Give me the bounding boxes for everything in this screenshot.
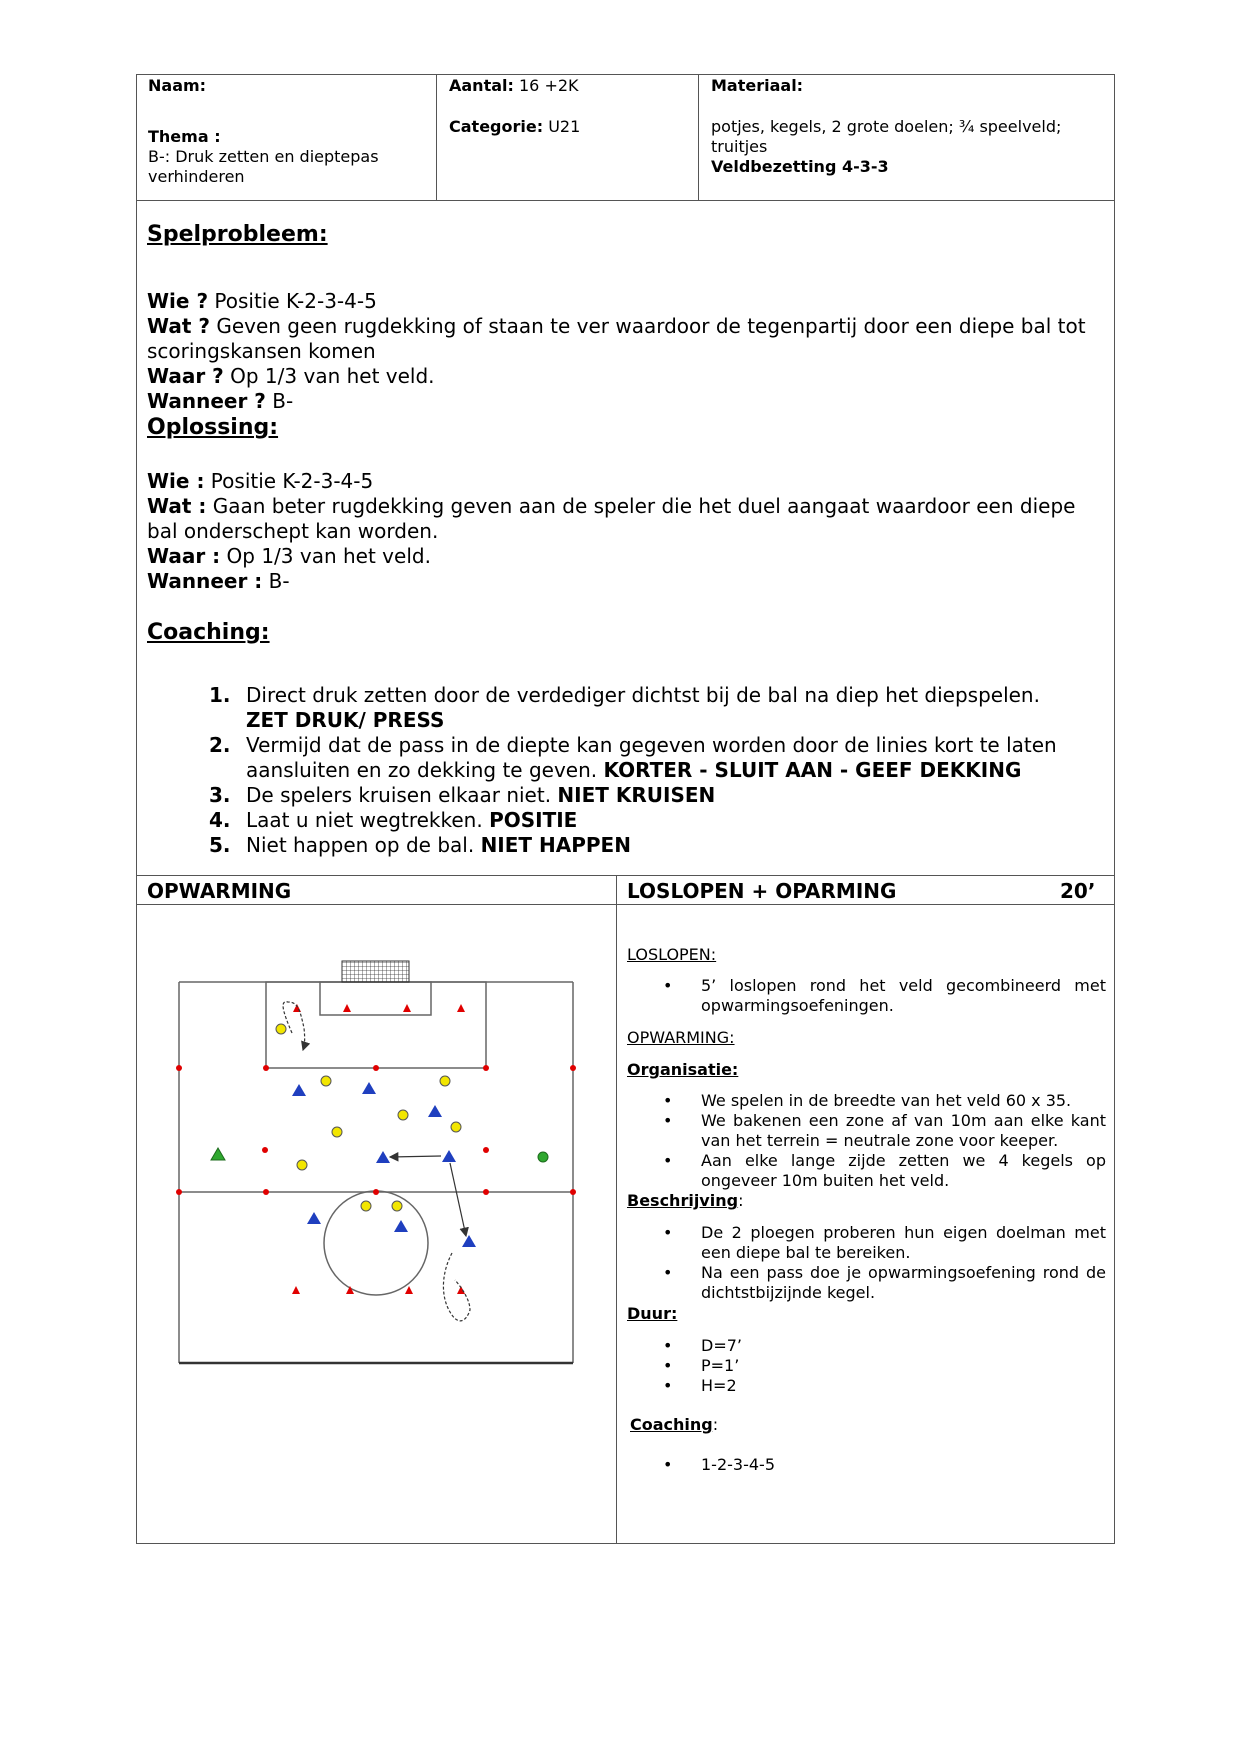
oplossing-block [147, 469, 1097, 594]
opwarming-title: OPWARMING: [627, 1028, 735, 1047]
naam-label: Naam: [148, 76, 207, 95]
materiaal-label: Materiaal: [711, 76, 804, 95]
opl-wanneer-value: B- [262, 569, 290, 593]
bullet-item [627, 976, 1106, 1016]
bullet-text: 5’ loslopen rond het veld gecombineerd met opwarmingsoefeningen. [701, 976, 1106, 1015]
coaching-item-number: 2. [209, 733, 231, 757]
opl-wanneer-label: Wanneer : [147, 569, 263, 593]
goal-net [342, 961, 409, 982]
coaching-item-keyword: ZET DRUK/ PRESS [246, 708, 445, 732]
bullet-text: H=2 [701, 1376, 737, 1395]
coaching-item-text: Vermijd dat de pass in de diepte kan gegeven worden door de linies kort te laten aansluiten en zo dekking te geven. [246, 733, 1057, 782]
movement-arrows [283, 1002, 470, 1321]
duration: 20’ [1060, 879, 1096, 903]
coaching-title: Coaching: [147, 620, 270, 645]
coaching-item-body [246, 783, 715, 808]
bullet-item [627, 1376, 1106, 1396]
coaching-item-number: 5. [209, 833, 231, 857]
bullet-icon: • [663, 1336, 673, 1355]
coaching-item [209, 683, 1089, 733]
right-content [627, 945, 1106, 1475]
bullet-icon: • [663, 1091, 673, 1110]
spel-waar-value: Op 1/3 van het veld. [223, 364, 435, 388]
duur-title: Duur: [627, 1304, 678, 1323]
spel-waar-label: Waar ? [147, 364, 224, 388]
bullet-icon: • [663, 1223, 673, 1242]
bullet-text: We spelen in de breedte van het veld 60 x 35. [701, 1091, 1072, 1110]
coaching-item-keyword: NIET KRUISEN [557, 783, 716, 807]
loslopen-title: LOSLOPEN: [627, 945, 717, 964]
coaching-item-body [246, 733, 1089, 783]
bullet-text: De 2 ploegen proberen hun eigen doelman met een diepe bal te bereiken. [701, 1223, 1106, 1262]
opl-waar-value: Op 1/3 van het veld. [220, 544, 431, 568]
yellow-team [276, 1024, 461, 1211]
bullet-text: 1-2-3-4-5 [701, 1455, 775, 1474]
bullet-item [627, 1356, 1106, 1376]
coaching-item [209, 783, 1089, 808]
thema-label: Thema : [148, 127, 221, 146]
opl-waar-label: Waar : [147, 544, 221, 568]
field-diagram [170, 950, 590, 1370]
bullet-icon: • [663, 1151, 673, 1170]
oplossing-title: Oplossing: [147, 415, 279, 440]
categorie-label: Categorie: [449, 117, 544, 136]
spelprobleem-block [147, 289, 1097, 414]
categorie-value: U21 [543, 117, 581, 136]
organisatie-title: Organisatie: [627, 1060, 739, 1079]
organisatie-list [627, 1091, 1106, 1191]
coaching-item-keyword: POSITIE [489, 808, 578, 832]
beschrijving-colon: : [738, 1191, 744, 1210]
spel-wie-label: Wie ? [147, 289, 209, 313]
beschrijving-title: Beschrijving [627, 1191, 739, 1210]
spelprobleem-title: Spelprobleem: [147, 222, 328, 247]
coaching-item [209, 733, 1089, 783]
field-lines [179, 982, 573, 1363]
blue-team [292, 1082, 476, 1247]
left-header: OPWARMING [147, 879, 292, 903]
bullet-item [627, 1455, 1106, 1475]
coaching-item-number: 1. [209, 683, 231, 707]
opl-wie-value: Positie K-2-3-4-5 [204, 469, 374, 493]
coaching-item-text: Laat u niet wegtrekken. [246, 808, 483, 832]
beschrijving-heading [627, 1191, 1106, 1211]
aantal-label: Aantal: [449, 76, 514, 95]
spel-wie-value: Positie K-2-3-4-5 [208, 289, 377, 313]
coaching-item-number: 3. [209, 783, 231, 807]
coaching-item-text: Niet happen op de bal. [246, 833, 475, 857]
opl-wat-label: Wat : [147, 494, 207, 518]
bullet-text: We bakenen een zone af van 10m aan elke kant van het terrein = neutrale zone voor keeper. [701, 1111, 1106, 1150]
exercise-header-line [136, 904, 1115, 905]
dot-markers [176, 1065, 576, 1195]
coaching-item-number: 4. [209, 808, 231, 832]
bullet-text: Aan elke lange zijde zetten we 4 kegels op ongeveer 10m buiten het veld. [701, 1151, 1106, 1190]
materiaal-value: potjes, kegels, 2 grote doelen; ¾ speelveld; truitjes [711, 117, 1062, 156]
ex-coaching-heading [627, 1415, 1106, 1435]
right-header: LOSLOPEN + OPARMING [627, 879, 897, 903]
coaching-item-text: Direct druk zetten door de verdediger dichtst bij de bal na diep het diepspelen. [246, 683, 1040, 707]
coaching-item-keyword: NIET HAPPEN [480, 833, 631, 857]
opl-wat-value: Gaan beter rugdekking geven aan de speler die het duel aangaat waardoor een diepe bal onderschept kan worden. [147, 494, 1076, 543]
bullet-text: P=1’ [701, 1356, 740, 1375]
bullet-text: Na een pass doe je opwarmingsoefening rond de dichtstbijzijnde kegel. [701, 1263, 1106, 1302]
cones [176, 1004, 576, 1294]
aantal-value: 16 +2K [513, 76, 579, 95]
coaching-list [209, 683, 1089, 858]
coaching-item-keyword: KORTER - SLUIT AAN - GEEF DEKKING [603, 758, 1022, 782]
ex-coaching-title: Coaching [630, 1415, 713, 1434]
bullet-item [627, 1263, 1106, 1303]
bullet-item [627, 1111, 1106, 1151]
thema-value: B-: Druk zetten en dieptepas verhinderen [148, 147, 379, 186]
bullet-text: D=7’ [701, 1336, 742, 1355]
bullet-icon: • [663, 976, 673, 995]
coaching-item-text: De spelers kruisen elkaar niet. [246, 783, 552, 807]
aantal-categorie-cell [437, 76, 698, 137]
bullet-icon: • [663, 1455, 673, 1474]
bullet-item [627, 1223, 1106, 1263]
exercise-divider [616, 876, 617, 1544]
ex-coaching-colon: : [712, 1415, 719, 1434]
coaching-item [209, 833, 1089, 858]
bullet-icon: • [663, 1111, 673, 1130]
coaching-item [209, 808, 1089, 833]
bullet-icon: • [663, 1263, 673, 1282]
spel-wanneer-label: Wanneer ? [147, 389, 266, 413]
coaching-item-body [246, 808, 577, 833]
materiaal-cell [699, 76, 1115, 177]
bullet-icon: • [663, 1376, 673, 1395]
cone-markers [292, 1004, 465, 1294]
loslopen-list [627, 976, 1106, 1016]
spel-wat-label: Wat ? [147, 314, 210, 338]
coaching-item-body [246, 833, 631, 858]
beschrijving-list [627, 1223, 1106, 1303]
bullet-item [627, 1336, 1106, 1356]
duur-list [627, 1336, 1106, 1396]
spel-wanneer-value: B- [265, 389, 294, 413]
bullet-icon: • [663, 1356, 673, 1375]
spel-wat-value: Geven geen rugdekking of staan te ver waardoor de tegenpartij door een diepe bal tot scoringskansen komen [147, 314, 1086, 363]
ex-coaching-list [627, 1455, 1106, 1475]
veldbezetting: Veldbezetting 4-3-3 [711, 157, 889, 176]
opl-wie-label: Wie : [147, 469, 205, 493]
bullet-item [627, 1151, 1106, 1191]
coaching-item-body [246, 683, 1040, 733]
bullet-item [627, 1091, 1106, 1111]
naam-thema-cell [136, 76, 436, 187]
